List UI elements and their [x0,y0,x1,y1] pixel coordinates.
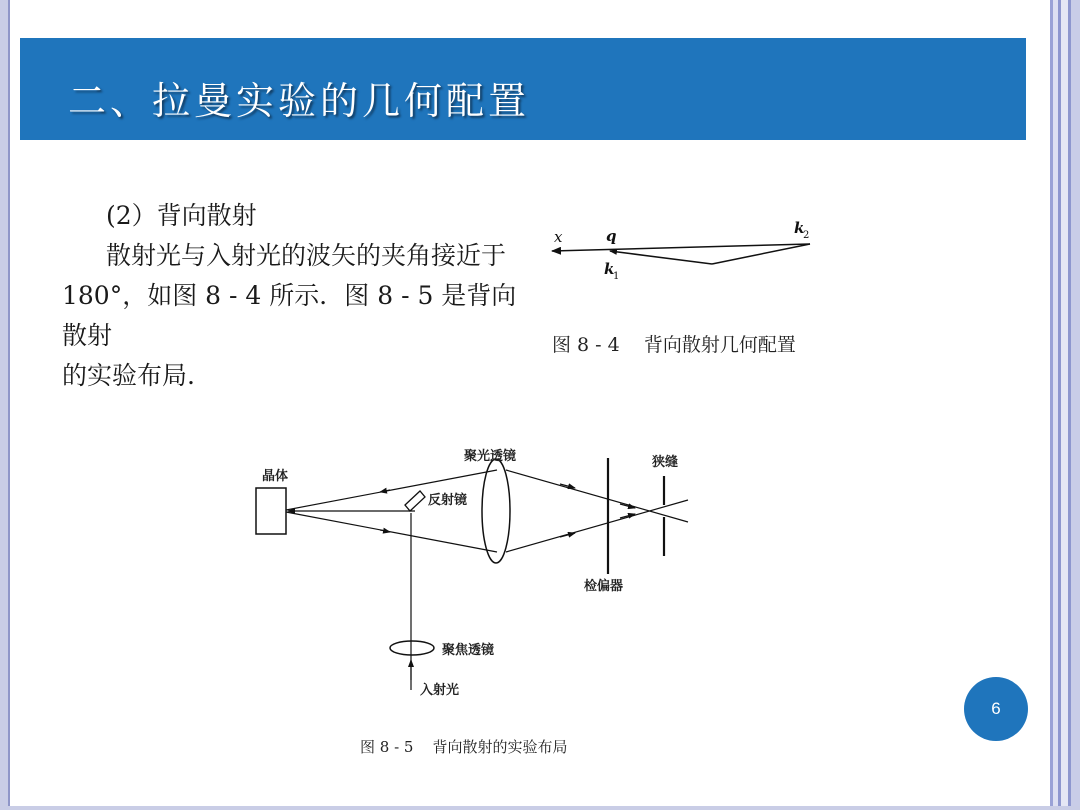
beam-lower [286,512,497,552]
label-collecting-lens: 聚光透镜 [464,449,517,464]
k1-vector [610,251,712,264]
focusing-lens [390,641,434,655]
label-slit: 狭缝 [652,455,679,470]
fig4-label-q: q [606,227,617,245]
body-line-1: 散射光与入射光的波矢的夹角接近于 [106,241,507,270]
label-crystal: 晶体 [262,469,289,484]
body-line-2: 180°，如图 8 - 4 所示．图 8 - 5 是背向散射 [62,281,517,350]
section-heading: (2）背向散射 [106,201,257,230]
mirror [405,491,425,511]
fig4-label-k2: k [794,219,805,237]
page-number-badge: 6 [964,677,1028,741]
label-mirror: 反射镜 [428,493,468,508]
fig4-vector-diagram [552,219,810,282]
label-analyzer: 检偏器 [584,579,624,594]
label-focusing-lens: 聚焦透镜 [442,643,495,658]
slide-title: 二、拉曼实验的几何配置 [68,79,531,123]
body-line-3: 的实验布局. [62,361,195,390]
q-vector [552,244,810,251]
fig4-label-k2-sub: 2 [803,230,810,241]
arrow-after-lower [560,533,575,537]
fig4-label-k1-sub: 1 [613,271,620,282]
beam-after-lower [506,500,688,552]
label-incident-light: 入射光 [420,683,460,698]
fig5-setup-diagram [256,448,688,698]
fig5-caption: 图 8 - 5 背向散射的实验布局 [360,738,568,756]
fig4-caption: 图 8 - 4 背向散射几何配置 [552,334,796,356]
beam-after-upper [506,470,688,522]
fig4-label-x: x [554,228,563,246]
crystal-box [256,488,286,534]
fig4-label-k1: k [604,260,615,278]
collecting-lens [482,459,510,563]
